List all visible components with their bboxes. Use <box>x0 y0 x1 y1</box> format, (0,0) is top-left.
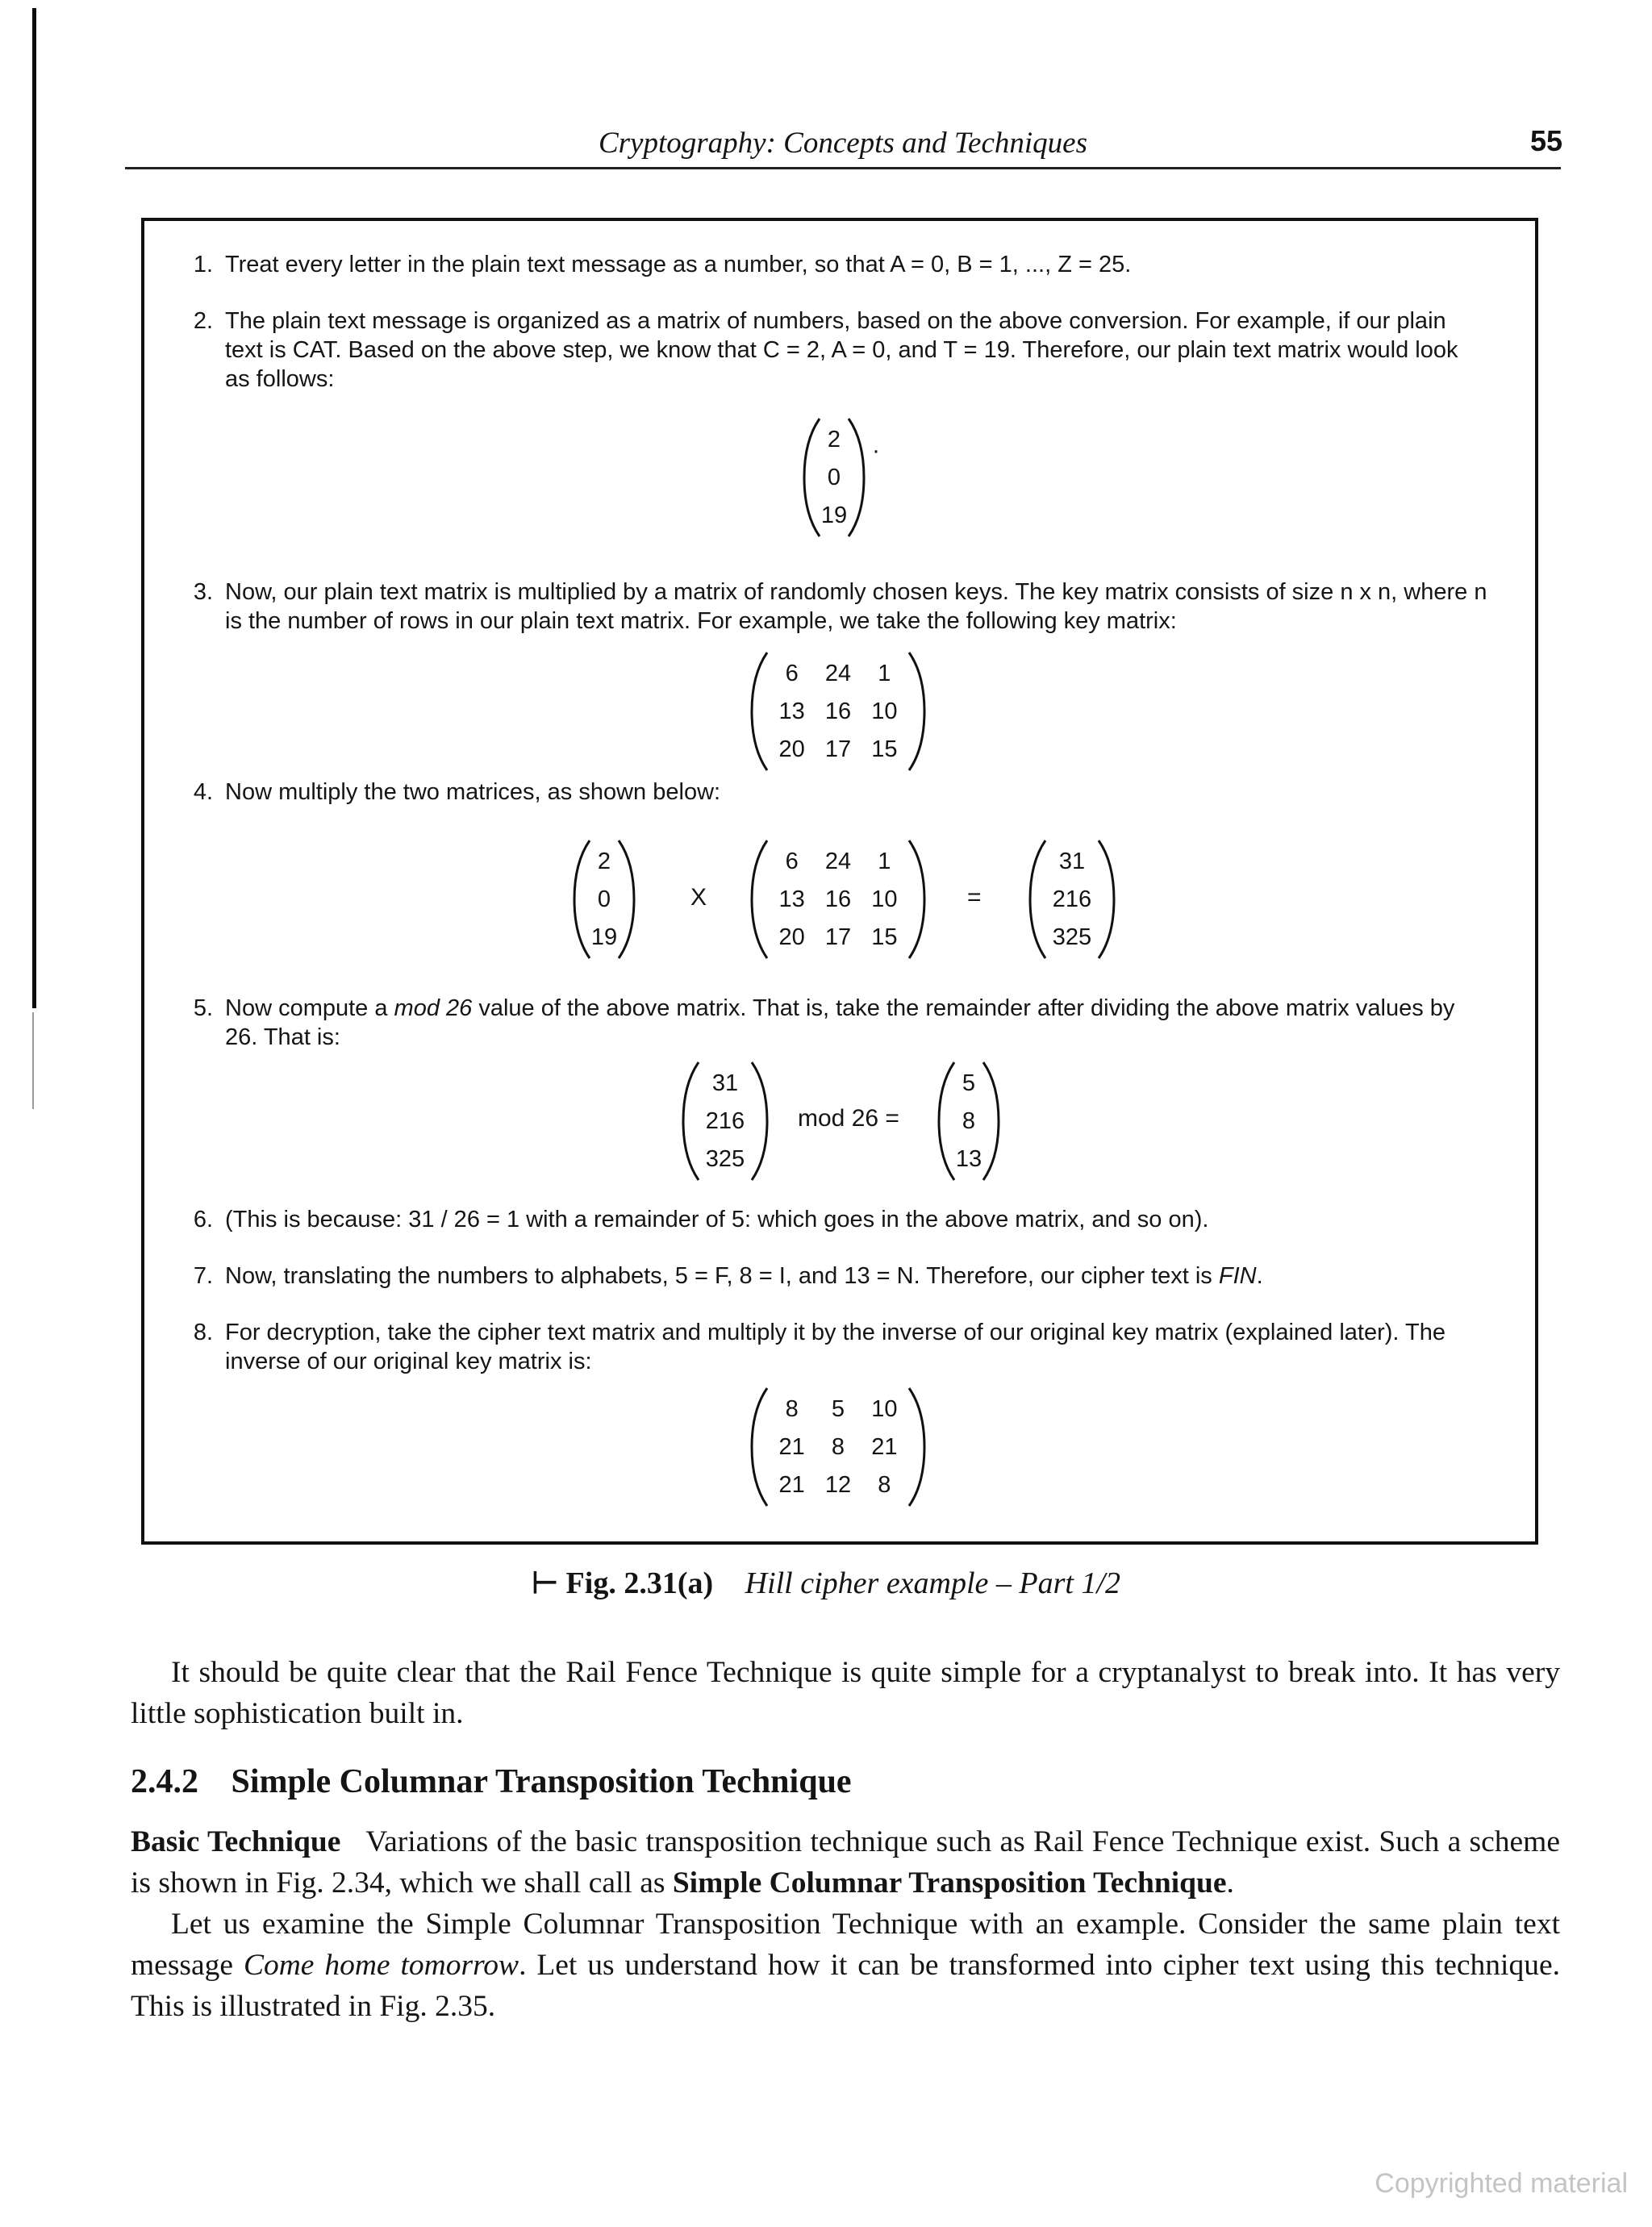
header-rule <box>125 167 1561 169</box>
step-4-text: Now multiply the two matrices, as shown below: <box>225 779 721 805</box>
matrix-cell: 17 <box>824 736 852 763</box>
right-paren <box>909 653 924 770</box>
right-paren <box>983 1062 999 1180</box>
matrix-cell: 31 <box>711 1070 739 1096</box>
plain-text-matrix <box>802 416 866 539</box>
left-paren <box>804 419 820 536</box>
mod-input-matrix <box>681 1060 770 1182</box>
matrix-cell: 10 <box>871 886 898 912</box>
matrix-cell: 8 <box>831 1434 845 1460</box>
step-7-text: Now, translating the numbers to alphabets, 5 = F, 8 = I, and 13 = N. Therefore, our cipher text is FIN. <box>225 1263 1263 1289</box>
matrix-cell: 6 <box>785 660 799 686</box>
figure-box <box>141 218 1538 1545</box>
matrix-cell: 21 <box>871 1434 898 1460</box>
matrix-cell: 16 <box>824 699 852 724</box>
equals-sign: = <box>967 884 982 911</box>
matrix-cell: 2 <box>597 848 611 874</box>
run-in-heading: Basic Technique <box>131 1825 341 1858</box>
matrix-cell: 0 <box>597 886 611 912</box>
multiply-key-matrix <box>749 838 927 961</box>
right-paren <box>752 1062 767 1180</box>
step-7: 7. Now, translating the numbers to alphabets, 5 = F, 8 = I, and 13 = N. Therefore, our cipher text is FIN. <box>185 1262 1487 1291</box>
watermark: Copyrighted material <box>1375 2168 1628 2199</box>
matrix-cell: 5 <box>831 1395 845 1422</box>
step-5: 5. Now compute a mod 26 value of the above matrix. That is, take the remainder after dividing the above matrix values by 26. That is: <box>185 994 1487 1052</box>
step-6: 6. (This is because: 31 / 26 = 1 with a remainder of 5: which goes in the above matrix, and so on). <box>185 1205 1487 1234</box>
left-paren <box>683 1062 699 1180</box>
inverse-key-matrix <box>749 1386 927 1508</box>
left-paren <box>939 1062 954 1180</box>
left-paren <box>752 1388 767 1506</box>
matrix-cell: 31 <box>1058 848 1086 874</box>
left-paren <box>752 840 767 958</box>
running-title: Cryptography: Concepts and Techniques <box>598 127 1087 160</box>
step-2-text: The plain text message is organized as a matrix of numbers, based on the above conversion. For example, if our plain text is CAT. Based on the above step, we know that C = 2, A = 0, and T = 19. Therefore, our plain text matrix would look as follows: <box>225 308 1458 392</box>
paragraph-basic-technique: Basic Technique Variations of the basic transposition technique such as Rail Fence Technique exist. Such a scheme is shown in Fig. 2.34, which we shall call as Simple Columnar Transposition Technique. Let us examine the Simple Columnar Transposition Technique with an example. Consider the same plain text message Come home tomorrow. Let us understand how it can be transformed into cipher text using this technique. This is illustrated in Fig. 2.35. <box>131 1821 1560 2027</box>
matrix-cell: 20 <box>778 736 805 763</box>
step-3-text: Now, our plain text matrix is multiplied by a matrix of randomly chosen keys. The key matrix consists of size n x n, where n is the number of rows in our plain text matrix. For example, we take the following key matrix: <box>225 579 1487 634</box>
matrix-cell: 17 <box>824 924 852 951</box>
matrix-cell: 0 <box>827 465 841 490</box>
matrix-cell: 2 <box>827 426 841 452</box>
matrix-cell: 325 <box>705 1146 745 1173</box>
matrix-cell: 20 <box>778 924 805 951</box>
step-5-text: Now compute a mod 26 value of the above matrix. That is, take the remainder after dividing the above matrix values by 26. That is: <box>225 995 1455 1050</box>
step-4: 4. Now multiply the two matrices, as shown below: <box>185 778 1487 807</box>
section-heading <box>131 1762 852 1801</box>
matrix-cell: 19 <box>820 503 848 529</box>
matrix-cell: 8 <box>785 1395 799 1422</box>
step-3: 3. Now, our plain text matrix is multiplied by a matrix of randomly chosen keys. The key matrix consists of size n x n, where n is the number of rows in our plain text matrix. For example, we take the following key matrix: <box>193 579 1487 634</box>
matrix-cell: 1 <box>878 848 891 874</box>
matrix-cell: 21 <box>778 1434 805 1460</box>
matrix-cell: 1 <box>878 660 891 686</box>
matrix-cell: 24 <box>824 848 852 874</box>
matrix-cell: 15 <box>871 924 898 951</box>
matrix-cell: 15 <box>871 736 898 763</box>
section-number: 2.4.2 <box>131 1763 198 1800</box>
caption-text: Hill cipher example – Part 1/2 <box>745 1566 1121 1600</box>
left-paren <box>574 840 590 958</box>
matrix-cell: 325 <box>1052 924 1092 951</box>
multiply-plain-matrix <box>572 838 636 961</box>
matrix-cell: 10 <box>871 699 898 724</box>
matrix-cell: 12 <box>824 1472 852 1499</box>
step-2: 2. The plain text message is organized as a matrix of numbers, based on the above conversion. For example, if our plain text is CAT. Based on the above step, we know that C = 2, A = 0, and T = 19. Therefore, our plain text matrix would look as follows: <box>185 307 1487 394</box>
step-8: 8. For decryption, take the cipher text matrix and multiply it by the inverse of our original key matrix (explained later). The inverse of our original key matrix is: <box>185 1318 1487 1376</box>
matrix-cell: 19 <box>590 924 618 951</box>
step-1: 1. Treat every letter in the plain text message as a number, so that A = 0, B = 1, ..., Z = 25. <box>185 250 1487 279</box>
mod-operator: mod 26 = <box>798 1105 899 1132</box>
matrix-cell: 10 <box>871 1395 898 1422</box>
multiply-sign: X <box>690 884 707 911</box>
page-header <box>125 119 1561 168</box>
matrix-cell: 13 <box>778 699 805 724</box>
section-title: Simple Columnar Transposition Technique <box>231 1763 852 1800</box>
right-paren <box>909 1388 924 1506</box>
figure-caption <box>0 1565 1652 1601</box>
paragraph-example: Let us examine the Simple Columnar Transposition Technique with an example. Consider the same plain text message Come home tomorrow. Let us understand how it can be transformed into cipher text using this technique. This is illustrated in Fig. 2.35. <box>131 1908 1560 2023</box>
page-number: 55 <box>1529 124 1562 157</box>
book-spine-edge-faint <box>32 1012 34 1109</box>
matrix-cell: 21 <box>778 1472 805 1499</box>
book-spine-edge <box>32 8 36 1008</box>
paragraph-rail-fence: It should be quite clear that the Rail Fence Technique is quite simple for a cryptanalyst to break into. It has very little sophistication built in. <box>131 1656 1560 1730</box>
product-matrix <box>1028 838 1116 961</box>
right-paren <box>909 840 924 958</box>
mod-result-matrix <box>937 1060 1001 1182</box>
matrix-cell: 8 <box>878 1472 891 1499</box>
matrix-cell: 216 <box>705 1108 745 1134</box>
right-paren <box>1099 840 1114 958</box>
caption-label: Fig. 2.31(a) <box>565 1566 714 1600</box>
left-paren <box>1030 840 1045 958</box>
step-6-text: (This is because: 31 / 26 = 1 with a remainder of 5: which goes in the above matrix, and so on). <box>225 1207 1209 1232</box>
matrix-cell: 6 <box>785 848 799 874</box>
key-matrix <box>749 650 927 773</box>
matrix-cell: 8 <box>962 1108 976 1134</box>
step-8-text: For decryption, take the cipher text matrix and multiply it by the inverse of our original key matrix (explained later). The inverse of our original key matrix is: <box>225 1320 1446 1374</box>
matrix-cell: 16 <box>824 886 852 912</box>
step-1-text: Treat every letter in the plain text message as a number, so that A = 0, B = 1, ..., Z = 25. <box>225 252 1132 277</box>
right-paren <box>619 840 634 958</box>
matrix-cell: 24 <box>824 660 852 686</box>
caption-marker-icon: ⊢ <box>531 1566 559 1600</box>
matrix-cell: 216 <box>1052 886 1092 912</box>
dot-mark: · <box>872 437 880 464</box>
right-paren <box>849 419 864 536</box>
matrix-cell: 13 <box>955 1146 982 1173</box>
matrix-cell: 5 <box>962 1070 976 1096</box>
left-paren <box>752 653 767 770</box>
matrix-cell: 13 <box>778 886 805 912</box>
